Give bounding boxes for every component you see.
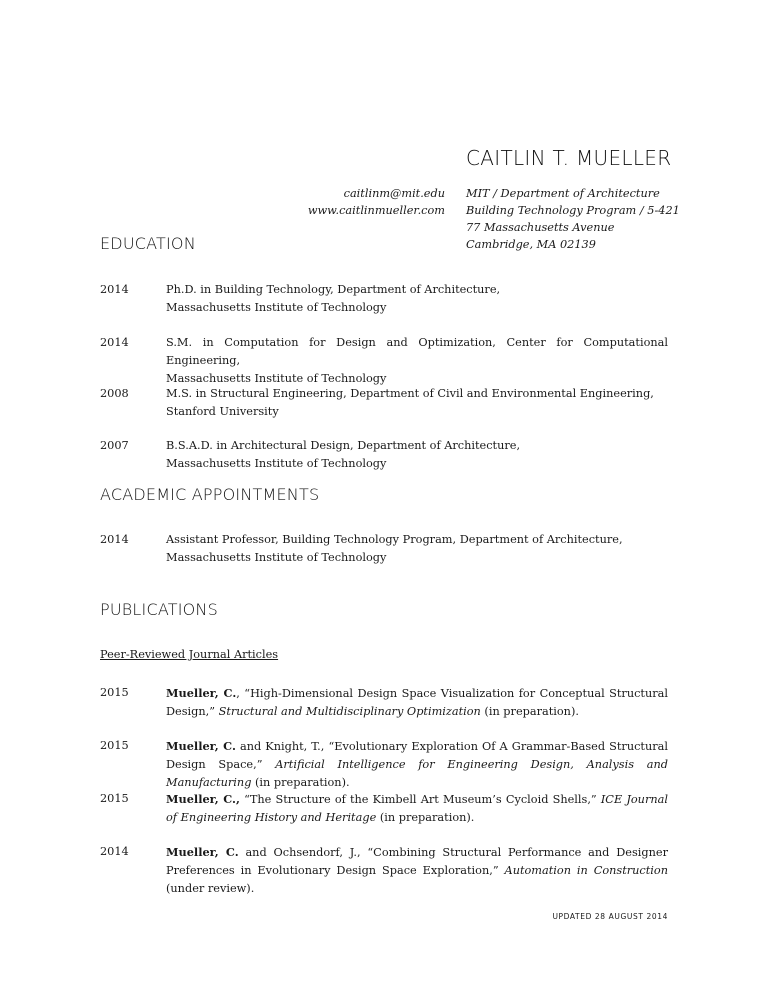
entry-year: 2008 bbox=[100, 387, 129, 400]
entry-year: 2007 bbox=[100, 439, 129, 452]
status: (in preparation). bbox=[376, 811, 475, 824]
cv-name: CAITLIN T. MUELLER bbox=[466, 146, 672, 170]
address-line: 77 Massachusetts Avenue bbox=[466, 221, 615, 234]
entry-line: Massachusetts Institute of Technology bbox=[166, 551, 387, 564]
author: Mueller, C. bbox=[166, 845, 239, 859]
journal: Artificial Intelligence for Engineering Design, Analysis and Manufacturing bbox=[166, 758, 668, 789]
entry-year: 2015 bbox=[100, 739, 129, 752]
status: (in preparation). bbox=[251, 776, 350, 789]
appointment-entry bbox=[100, 531, 668, 567]
contact-info bbox=[300, 185, 445, 219]
status: (under review). bbox=[166, 882, 255, 895]
publication-entry bbox=[100, 737, 668, 792]
appointments-heading: ACADEMIC APPOINTMENTS bbox=[100, 485, 320, 504]
entry-line: S.M. in Computation for Design and Optimization, Center for Computational Engineering, bbox=[166, 336, 668, 367]
education-entry bbox=[100, 281, 668, 317]
entry-line: Ph.D. in Building Technology, Department of Architecture, bbox=[166, 283, 501, 296]
entry-year: 2014 bbox=[100, 283, 129, 296]
entry-year: 2015 bbox=[100, 792, 129, 805]
journal: Structural and Multidisciplinary Optimization bbox=[218, 705, 481, 718]
journal: ICE Journal of Engineering History and Heritage bbox=[166, 793, 668, 824]
entry-line: Assistant Professor, Building Technology Program, Department of Architecture, bbox=[166, 533, 623, 546]
address-line: MIT / Department of Architecture bbox=[466, 187, 660, 200]
entry-line: Massachusetts Institute of Technology bbox=[166, 301, 387, 314]
title: , “High-Dimensional Design Space Visualization for Conceptual Structural Design,” bbox=[166, 687, 668, 718]
publication-entry bbox=[100, 684, 668, 721]
education-entry bbox=[100, 437, 668, 473]
title: and Knight, T., “Evolutionary Exploration Of A Grammar-Based Structural Design Space,” bbox=[166, 740, 668, 771]
entry-year: 2015 bbox=[100, 686, 129, 699]
education-entry bbox=[100, 385, 668, 421]
author: Mueller, C., bbox=[166, 792, 240, 806]
entry-line: B.S.A.D. in Architectural Design, Department of Architecture, bbox=[166, 439, 521, 452]
entry-year: 2014 bbox=[100, 845, 129, 858]
publication-entry bbox=[100, 790, 668, 827]
address bbox=[466, 185, 680, 253]
entry-line: Massachusetts Institute of Technology bbox=[166, 372, 387, 385]
author: Mueller, C. bbox=[166, 686, 237, 700]
education-entry bbox=[100, 334, 668, 388]
entry-year: 2014 bbox=[100, 533, 129, 546]
title: and Ochsendorf, J., “Combining Structural Performance and Designer Preferences in Evolutionary Design Space Exploration,” bbox=[166, 846, 668, 877]
entry-line: Stanford University bbox=[166, 405, 279, 418]
title: “The Structure of the Kimbell Art Museum’s Cycloid Shells,” bbox=[239, 793, 601, 806]
status: (in preparation). bbox=[480, 705, 579, 718]
updated-date: UPDATED 28 AUGUST 2014 bbox=[552, 912, 668, 921]
journal: Automation in Construction bbox=[504, 864, 668, 877]
website-link[interactable]: www.caitlinmueller.com bbox=[307, 204, 445, 217]
entry-line: M.S. in Structural Engineering, Department of Civil and Environmental Engineering, bbox=[166, 387, 654, 400]
publications-subheading: Peer-Reviewed Journal Articles bbox=[100, 648, 279, 661]
address-line: Cambridge, MA 02139 bbox=[466, 238, 596, 251]
education-heading: EDUCATION bbox=[100, 234, 196, 253]
author: Mueller, C. bbox=[166, 739, 236, 753]
publication-entry bbox=[100, 843, 668, 898]
entry-line: Massachusetts Institute of Technology bbox=[166, 457, 387, 470]
publications-heading: PUBLICATIONS bbox=[100, 600, 218, 619]
entry-year: 2014 bbox=[100, 336, 129, 349]
email-link[interactable]: caitlinm@mit.edu bbox=[343, 187, 445, 200]
address-line: Building Technology Program / 5-421 bbox=[466, 204, 680, 217]
